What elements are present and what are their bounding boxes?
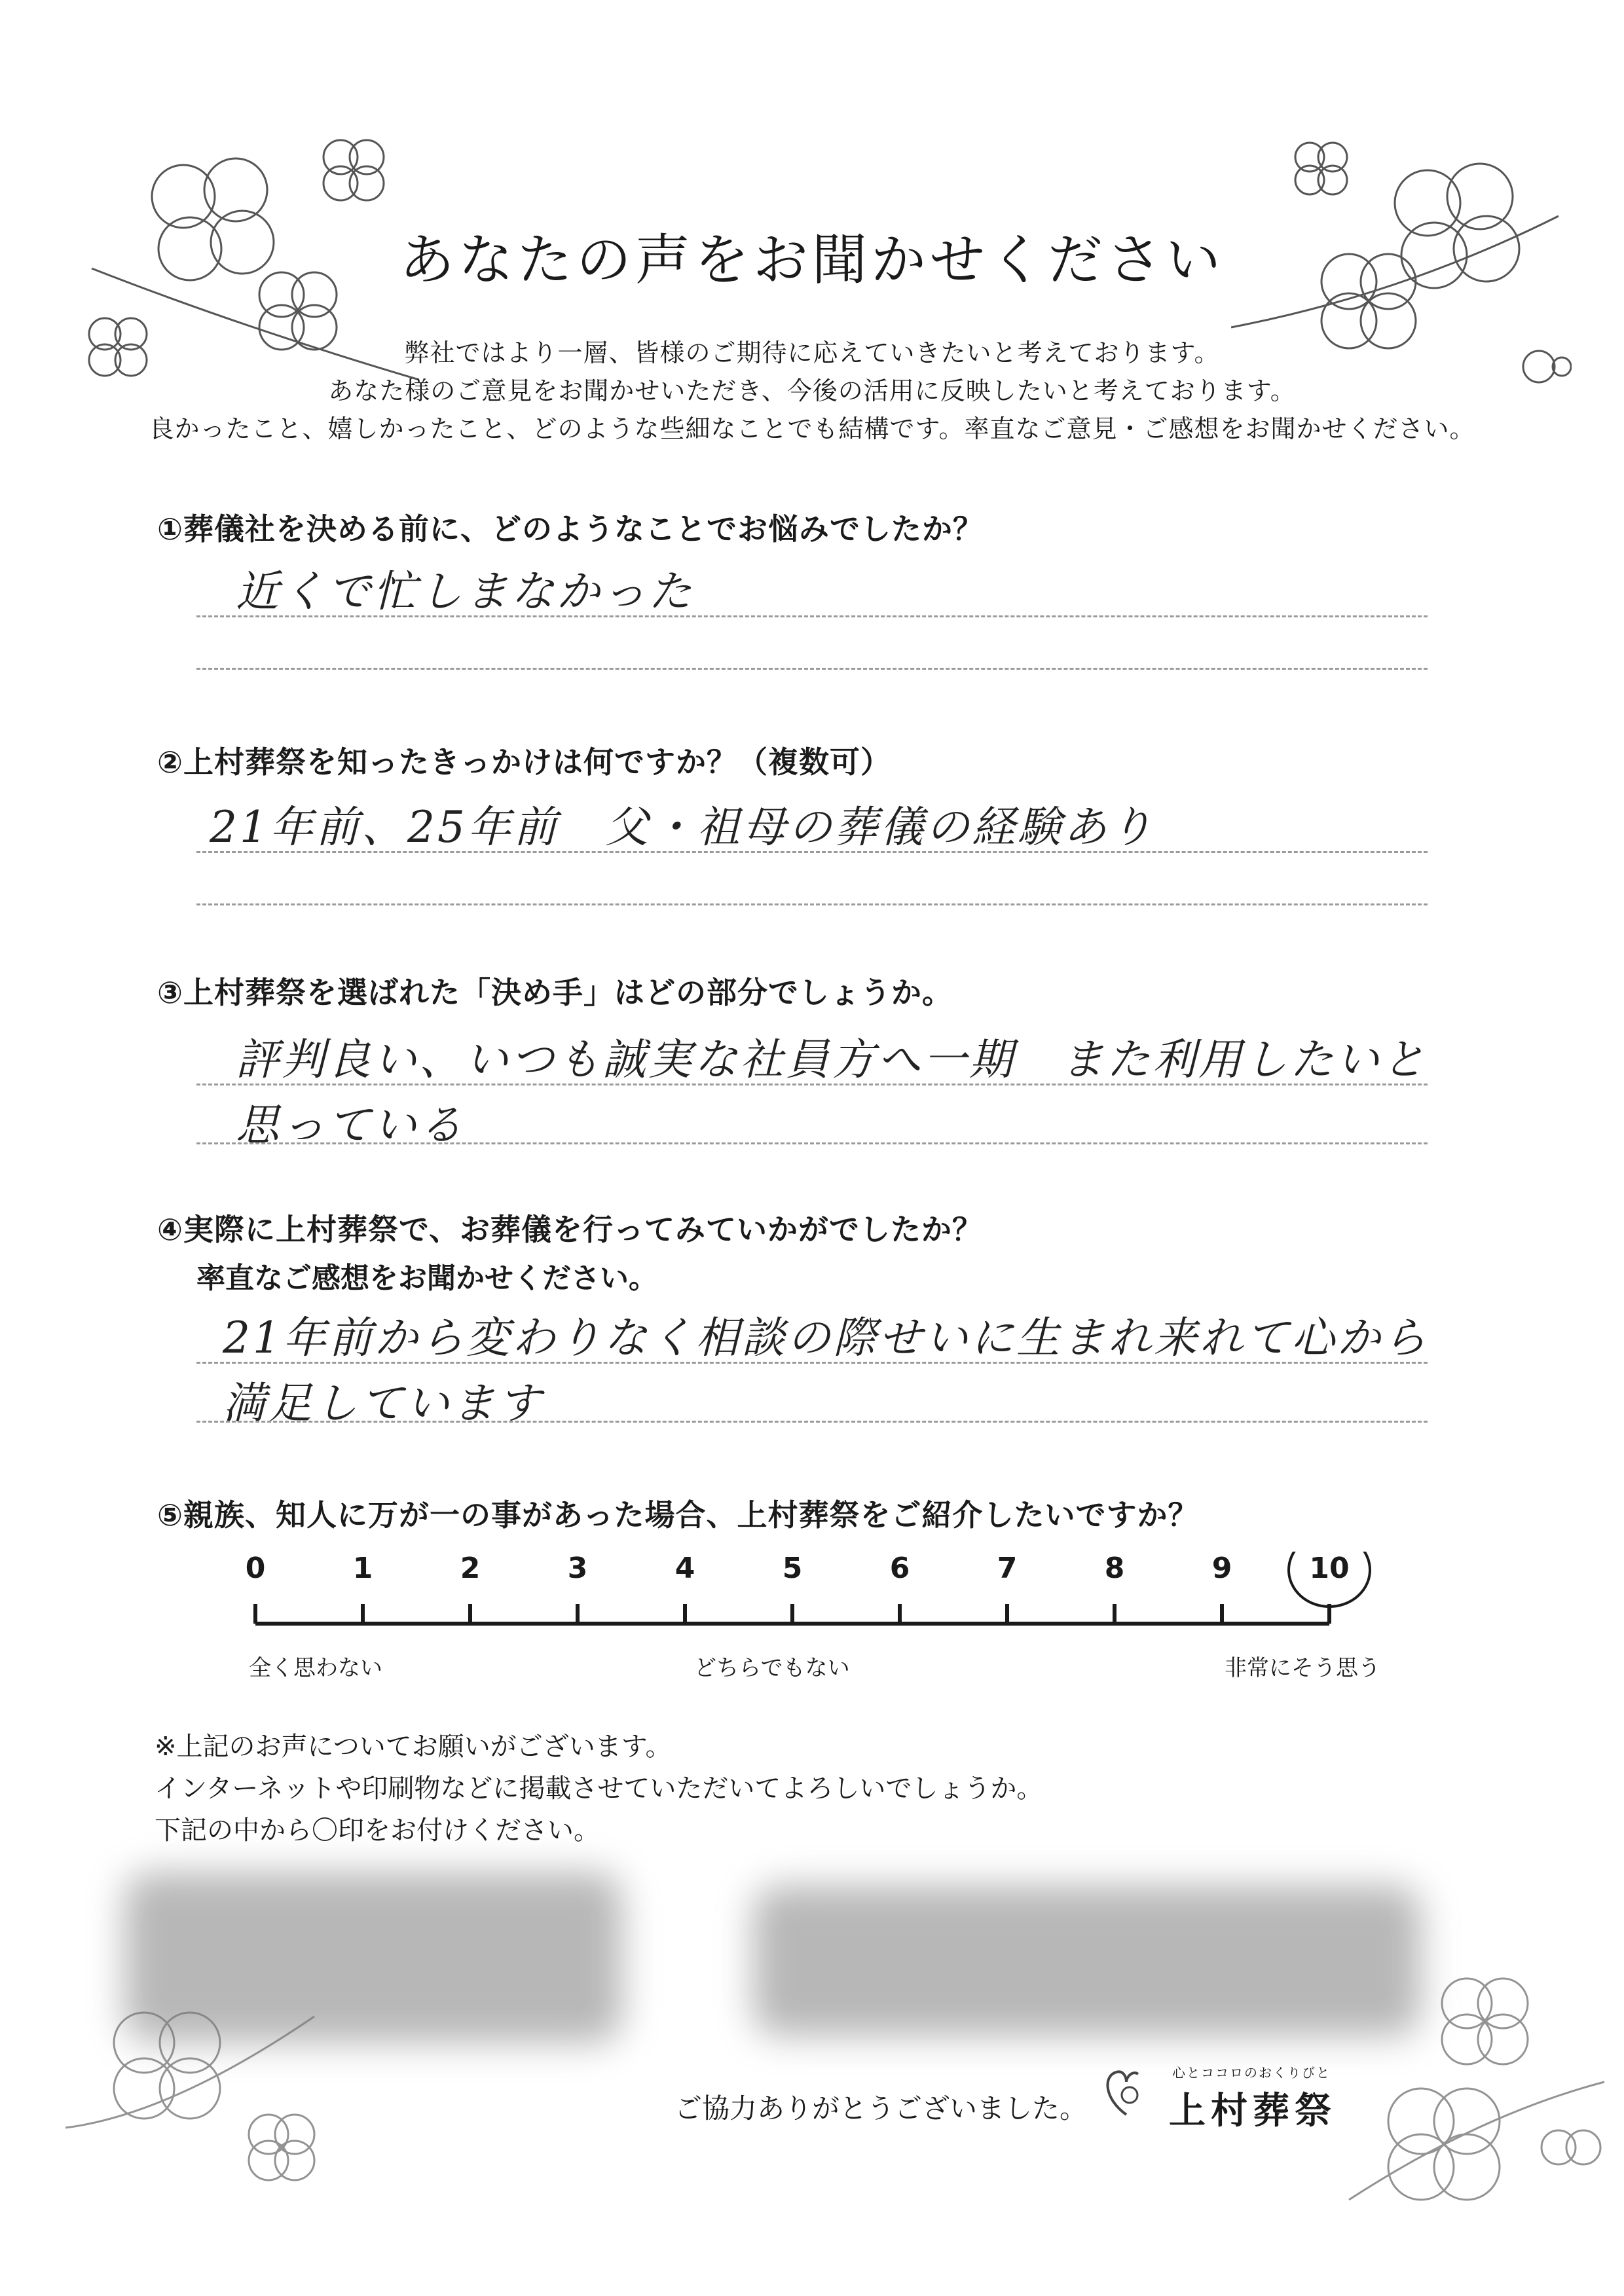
notice-line-2: インターネットや印刷物などに掲載させていただいてよろしいでしょうか。 [155,1774,1043,1804]
question-1-label: ①葬儀社を決める前に、どのようなことでお悩みでしたか？ [157,511,984,547]
scale-number-10[interactable]: 10 [1309,1552,1350,1585]
answer-3-line-1: 評判良い、いつも誠実な社員方へ一期 また利用したいと [236,1034,1428,1085]
page-title: あなたの声をお聞かせください [399,228,1225,292]
redacted-area-left [124,1872,622,2043]
answer-3-rule-1 [196,1084,1428,1085]
notice-line-1: ※上記のお声についてお願いがございます。 [155,1732,672,1762]
notice-line-3: 下記の中から〇印をお付けください。 [155,1815,600,1846]
rating-scale [223,1552,1388,1709]
answer-3-line-2: 思っている [236,1100,465,1150]
question-3-label: ③上村葬祭を選ばれた「決め手」はどの部分でしょうか。 [157,975,953,1010]
logo-tagline: 心とココロのおくりびと [1172,2065,1331,2081]
answer-4-line-2: 満足しています [223,1378,544,1429]
redacted-area-right [753,1886,1421,2036]
heart-logo-icon [1100,2062,1153,2121]
scale-number-8[interactable]: 8 [1104,1552,1125,1585]
scale-number-3[interactable]: 3 [567,1552,588,1585]
answer-2-rule-1 [196,851,1428,853]
scale-label-low: 全く思わない [249,1655,382,1681]
answer-4-rule-2 [196,1421,1428,1423]
scale-number-4[interactable]: 4 [674,1552,695,1585]
scale-number-9[interactable]: 9 [1211,1552,1232,1585]
scale-number-6[interactable]: 6 [889,1552,910,1585]
answer-4-line-1: 21年前から変わりなく相談の際せいに生まれ来れて心から [223,1313,1429,1363]
intro-line-2: あなた様のご意見をお聞かせいただき、今後の活用に反映したいと考えております。 [328,376,1296,405]
answer-2-rule-2 [196,903,1428,905]
question-4-sublabel: 率直なご感想をお聞かせください。 [196,1262,657,1295]
answer-1-line-1: 近くで忙しまなかった [236,566,694,617]
scale-number-1[interactable]: 1 [352,1552,373,1585]
answer-1-rule-1 [196,615,1428,617]
scale-number-7[interactable]: 7 [997,1552,1018,1585]
answer-2-line-1: 21年前、25年前 父・祖母の葬儀の経験あり [210,802,1155,852]
intro-line-3: 良かったこと、嬉しかったこと、どのような些細なことでも結構です。率直なご意見・ご感想をお聞かせください。 [149,414,1475,443]
question-4-label: ④実際に上村葬祭で、お葬儀を行ってみていかがでしたか？ [157,1212,984,1247]
scale-number-5[interactable]: 5 [782,1552,803,1585]
scale-number-0[interactable]: 0 [245,1552,266,1585]
question-2-label: ②上村葬祭を知ったきっかけは何ですか？（複数可） [157,744,891,780]
intro-line-1: 弊社ではより一層、皆様のご期待に応えていきたいと考えております。 [404,338,1220,367]
scale-number-2[interactable]: 2 [460,1552,481,1585]
answer-4-rule-1 [196,1362,1428,1364]
question-5-label: ⑤親族、知人に万が一の事があった場合、上村葬祭をご紹介したいですか？ [157,1497,1199,1533]
logo-name: 上村葬祭 [1169,2090,1337,2132]
scale-label-mid: どちらでもない [694,1655,850,1681]
footer-thanks: ご協力ありがとうございました。 [674,2092,1088,2124]
answer-1-rule-2 [196,668,1428,670]
answer-3-rule-2 [196,1142,1428,1144]
scale-label-high: 非常にそう思う [1225,1655,1380,1681]
